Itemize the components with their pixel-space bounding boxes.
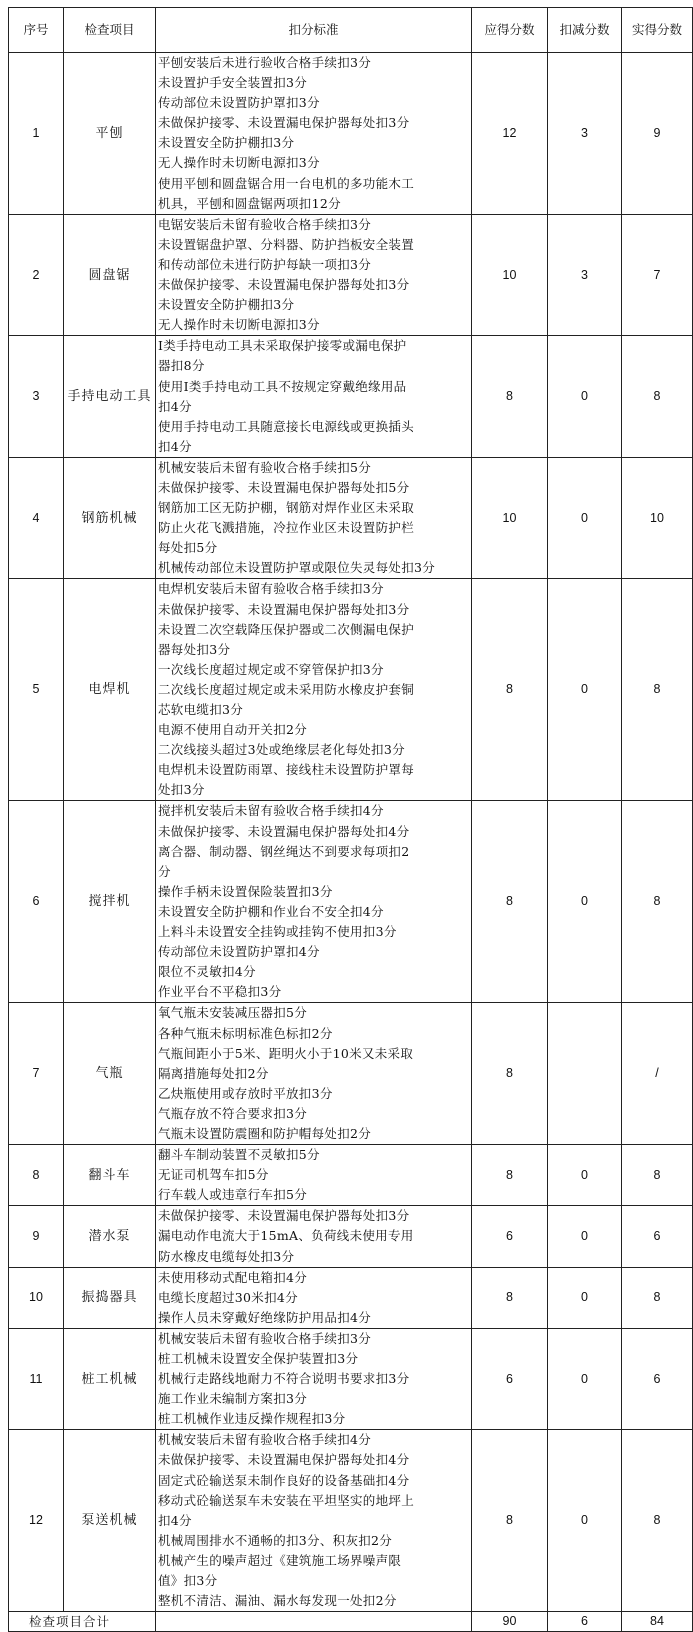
table-row (9, 1003, 693, 1145)
row-item-name: 泵送机械 (64, 1430, 156, 1612)
header-item: 检查项目 (64, 8, 156, 53)
standard-line: 未做保护接零、未设置漏电保护器每处扣4分 (158, 1452, 410, 1468)
row-actual-score: 8 (622, 1267, 693, 1328)
standard-line: 施工作业未编制方案扣3分 (158, 1391, 308, 1407)
standard-line: 无人操作时未切断电源扣3分 (158, 317, 320, 333)
row-item-name: 潜水泵 (64, 1206, 156, 1267)
row-deduct-score: 3 (548, 214, 622, 336)
standard-line: 二次线长度超过规定或未采用防水橡皮护套铜 (158, 681, 415, 697)
standard-line: 机械安装后未留有验收合格手续扣3分 (158, 1330, 372, 1346)
row-deduction-standard (156, 53, 472, 215)
row-actual-score: 7 (622, 214, 693, 336)
standard-line: 机具，平刨和圆盘锯两项扣12分 (158, 195, 341, 211)
row-actual-score: 8 (622, 579, 693, 801)
header-standard: 扣分标准 (156, 8, 472, 53)
row-deduction-standard (156, 214, 472, 336)
standard-line: 未做保护接零、未设置漏电保护器每处扣4分 (158, 823, 410, 839)
row-item-name: 圆盘锯 (64, 214, 156, 336)
standard-line: 和传动部位未进行防护每缺一项扣3分 (158, 256, 372, 272)
standard-line: 器扣8分 (158, 358, 205, 374)
standard-line: 电焊机未设置防雨罩、接线柱未设置防护罩每 (158, 762, 415, 778)
table-row (9, 1267, 693, 1328)
row-deduct-score: 0 (548, 1430, 622, 1612)
header-row (9, 8, 693, 53)
total-row (9, 1612, 693, 1632)
standard-line: 扣4分 (158, 398, 192, 414)
standard-line: 未做保护接零、未设置漏电保护器每处扣3分 (158, 601, 410, 617)
standard-line: 离合器、制动器、钢丝绳达不到要求每项扣2 (158, 843, 410, 859)
row-deduction-standard (156, 1430, 472, 1612)
row-index: 4 (9, 457, 64, 579)
standard-line: 气瓶未设置防震圈和防护帽每处扣2分 (158, 1125, 372, 1141)
standard-line: 未做保护接零、未设置漏电保护器每处扣3分 (158, 115, 410, 131)
standard-line: 未设置护手安全装置扣3分 (158, 75, 308, 91)
standard-line: 移动式砼输送泵车未安装在平坦坚实的地坪上 (158, 1492, 415, 1508)
row-index: 6 (9, 801, 64, 1003)
standard-line: 气瓶间距小于5米、距明火小于10米又未采取 (158, 1045, 414, 1061)
standard-line: 未使用移动式配电箱扣4分 (158, 1269, 308, 1285)
row-deduct-score (548, 1003, 622, 1145)
row-actual-score: 8 (622, 1145, 693, 1206)
standard-line: 桩工机械作业违反操作规程扣3分 (158, 1411, 346, 1427)
inspection-score-sheet (8, 7, 692, 1632)
row-due-score: 12 (472, 53, 548, 215)
standard-line: 电缆长度超过30米扣4分 (158, 1289, 298, 1305)
row-actual-score: / (622, 1003, 693, 1145)
row-deduction-standard (156, 1145, 472, 1206)
header-deduct-score: 扣减分数 (548, 8, 622, 53)
row-deduct-score: 0 (548, 1267, 622, 1328)
row-due-score: 8 (472, 336, 548, 458)
row-index: 8 (9, 1145, 64, 1206)
row-due-score: 10 (472, 214, 548, 336)
row-deduction-standard (156, 457, 472, 579)
row-due-score: 6 (472, 1328, 548, 1429)
row-actual-score: 8 (622, 801, 693, 1003)
standard-line: 行车载人或违章行车扣5分 (158, 1187, 308, 1203)
standard-line: 限位不灵敏扣4分 (158, 964, 256, 980)
standard-line: 漏电动作电流大于15mA、负荷线未使用专用 (158, 1228, 414, 1244)
row-deduction-standard (156, 336, 472, 458)
standard-line: 机械周围排水不通畅的扣3分、积灰扣2分 (158, 1532, 393, 1548)
row-index: 12 (9, 1430, 64, 1612)
row-item-name: 翻斗车 (64, 1145, 156, 1206)
row-deduction-standard (156, 579, 472, 801)
table-row (9, 1328, 693, 1429)
row-deduct-score: 0 (548, 1145, 622, 1206)
standard-line: 未设置安全防护棚扣3分 (158, 297, 295, 313)
row-due-score: 6 (472, 1206, 548, 1267)
total-label: 检查项目合计 (9, 1612, 156, 1632)
standard-line: 无人操作时未切断电源扣3分 (158, 155, 320, 171)
row-index: 3 (9, 336, 64, 458)
row-deduct-score: 0 (548, 457, 622, 579)
row-deduction-standard (156, 1206, 472, 1267)
table-row (9, 1206, 693, 1267)
row-due-score: 8 (472, 579, 548, 801)
total-actual-score: 84 (622, 1612, 693, 1632)
row-deduction-standard (156, 1003, 472, 1145)
row-item-name: 钢筋机械 (64, 457, 156, 579)
standard-line: 固定式砼输送泵未制作良好的设备基础扣4分 (158, 1472, 410, 1488)
standard-line: 无证司机驾车扣5分 (158, 1167, 269, 1183)
row-index: 11 (9, 1328, 64, 1429)
standard-line: 传动部位未设置防护罩扣4分 (158, 944, 320, 960)
row-deduction-standard (156, 1328, 472, 1429)
standard-line: 分 (158, 863, 171, 879)
standard-line: 气瓶存放不符合要求扣3分 (158, 1105, 308, 1121)
standard-line: 操作人员未穿戴好绝缘防护用品扣4分 (158, 1309, 372, 1325)
row-due-score: 8 (472, 1003, 548, 1145)
row-due-score: 8 (472, 1145, 548, 1206)
standard-line: 桩工机械未设置安全保护装置扣3分 (158, 1351, 359, 1366)
standard-line: 隔离措施每处扣2分 (158, 1065, 269, 1081)
standard-line: 电焊机安装后未留有验收合格手续扣3分 (158, 581, 384, 597)
row-item-name: 振捣器具 (64, 1267, 156, 1328)
row-due-score: 8 (472, 1267, 548, 1328)
row-deduction-standard (156, 1267, 472, 1328)
standard-line: 机械行走路线地耐力不符合说明书要求扣3分 (158, 1371, 410, 1387)
row-due-score: 8 (472, 801, 548, 1003)
row-deduct-score: 0 (548, 1206, 622, 1267)
row-index: 7 (9, 1003, 64, 1145)
standard-line: 防止火花飞溅措施，冷拉作业区未设置防护栏 (158, 520, 415, 536)
standard-line: 扣4分 (158, 438, 192, 454)
standard-line: 乙炔瓶使用或存放时平放扣3分 (158, 1085, 333, 1101)
row-item-name: 桩工机械 (64, 1328, 156, 1429)
row-item-name: 手持电动工具 (64, 336, 156, 458)
standard-line: 使用Ⅰ类手持电动工具不按规定穿戴绝缘用品 (158, 378, 407, 394)
standard-line: 搅拌机安装后未留有验收合格手续扣4分 (158, 803, 384, 819)
table-row (9, 579, 693, 801)
standard-line: 处扣3分 (158, 782, 205, 798)
row-item-name: 搅拌机 (64, 801, 156, 1003)
standard-line: 使用手持电动工具随意接长电源线或更换插头 (158, 418, 415, 434)
standard-line: 值》扣3分 (158, 1573, 218, 1589)
row-item-name: 气瓶 (64, 1003, 156, 1145)
table-row (9, 53, 693, 215)
standard-line: 翻斗车制动装置不灵敏扣5分 (158, 1147, 320, 1163)
row-actual-score: 6 (622, 1206, 693, 1267)
standard-line: 未设置安全防护棚和作业台不安全扣4分 (158, 903, 384, 919)
standard-line: 机械产生的噪声超过《建筑施工场界噪声限 (158, 1552, 402, 1568)
standard-line: 未设置锯盘护罩、分料器、防护挡板安全装置 (158, 236, 415, 252)
standard-line: 氧气瓶未安装减压器扣5分 (158, 1005, 308, 1021)
header-actual-score: 实得分数 (622, 8, 693, 53)
total-deduct-score: 6 (548, 1612, 622, 1632)
header-index: 序号 (9, 8, 64, 53)
standard-line: 操作手柄未设置保险装置扣3分 (158, 883, 333, 899)
score-table (8, 7, 693, 1632)
row-deduction-standard (156, 801, 472, 1003)
standard-line: 传动部位未设置防护罩扣3分 (158, 95, 320, 111)
standard-line: 防水橡皮电缆每处扣3分 (158, 1248, 295, 1264)
row-index: 2 (9, 214, 64, 336)
standard-line: 各种气瓶未标明标准色标扣2分 (158, 1025, 333, 1041)
standard-line: 机械传动部位未设置防护罩或限位失灵每处扣3分 (158, 560, 436, 576)
standard-line: 机械安装后未留有验收合格手续扣4分 (158, 1432, 372, 1448)
table-row (9, 1430, 693, 1612)
table-row (9, 336, 693, 458)
standard-line: 一次线长度超过规定或不穿管保护扣3分 (158, 661, 384, 677)
table-row (9, 801, 693, 1003)
standard-line: 器每处扣3分 (158, 641, 231, 657)
row-index: 10 (9, 1267, 64, 1328)
standard-line: 未做保护接零、未设置漏电保护器每处扣3分 (158, 1208, 410, 1224)
row-deduct-score: 0 (548, 579, 622, 801)
standard-line: 钢筋加工区无防护棚，钢筋对焊作业区未采取 (158, 500, 415, 516)
standard-line: 每处扣5分 (158, 540, 218, 556)
standard-line: 上料斗未设置安全挂钩或挂钩不使用扣3分 (158, 924, 397, 940)
total-standard-cell (156, 1612, 472, 1632)
table-row (9, 1145, 693, 1206)
table-body (9, 53, 693, 1612)
standard-line: 未设置安全防护棚扣3分 (158, 135, 295, 151)
standard-line: 未设置二次空载降压保护器或二次侧漏电保护 (158, 621, 415, 637)
row-actual-score: 8 (622, 1430, 693, 1612)
row-item-name: 平刨 (64, 53, 156, 215)
row-actual-score: 9 (622, 53, 693, 215)
row-deduct-score: 0 (548, 801, 622, 1003)
table-row (9, 214, 693, 336)
standard-line: 扣4分 (158, 1512, 192, 1528)
row-actual-score: 6 (622, 1328, 693, 1429)
standard-line: 机械安装后未留有验收合格手续扣5分 (158, 459, 372, 475)
row-index: 9 (9, 1206, 64, 1267)
total-due-score: 90 (472, 1612, 548, 1632)
header-due-score: 应得分数 (472, 8, 548, 53)
row-index: 5 (9, 579, 64, 801)
standard-line: 作业平台不平稳扣3分 (158, 984, 282, 1000)
row-due-score: 10 (472, 457, 548, 579)
row-index: 1 (9, 53, 64, 215)
standard-line: 未做保护接零、未设置漏电保护器每处扣3分 (158, 277, 410, 293)
standard-line: 二次线接头超过3处或绝缘层老化每处扣3分 (158, 742, 405, 758)
table-row (9, 457, 693, 579)
standard-line: 使用平刨和圆盘锯合用一台电机的多功能木工 (158, 175, 415, 191)
row-deduct-score: 3 (548, 53, 622, 215)
row-due-score: 8 (472, 1430, 548, 1612)
standard-line: 未做保护接零、未设置漏电保护器每处扣5分 (158, 479, 410, 495)
row-deduct-score: 0 (548, 1328, 622, 1429)
row-deduct-score: 0 (548, 336, 622, 458)
standard-line: 芯软电缆扣3分 (158, 702, 244, 717)
standard-line: 电源不使用自动开关扣2分 (158, 722, 308, 738)
standard-line: 平刨安装后未进行验收合格手续扣3分 (158, 55, 372, 70)
row-actual-score: 8 (622, 336, 693, 458)
row-item-name: 电焊机 (64, 579, 156, 801)
standard-line: Ⅰ类手持电动工具未采取保护接零或漏电保护 (158, 338, 407, 354)
row-actual-score: 10 (622, 457, 693, 579)
standard-line: 整机不清洁、漏油、漏水每发现一处扣2分 (158, 1593, 397, 1609)
standard-line: 电锯安装后未留有验收合格手续扣3分 (158, 216, 372, 232)
